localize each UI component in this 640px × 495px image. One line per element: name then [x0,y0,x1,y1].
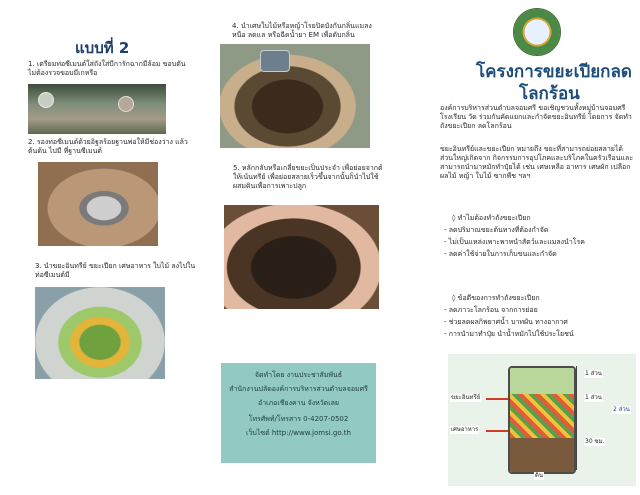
measure-line [576,366,577,470]
step-4-text: 4. นำเศษใบไม้หรือหญ้าโรยปิดบังกันกลิ่นแมลงหนือ ลดแล หรือฉีดน้ำยา EM เพื่อดับกลิ่น [232,22,372,39]
label-bottom: ดิน [535,472,543,479]
label-left-2: เศษอาหาร [451,426,479,433]
contact-website: เว็บไซต์ http://www.jomsi.go.th [246,429,351,437]
label-left-1: ขยะอินทรีย์ [451,394,481,401]
label-top-1: 1 ส่วน [585,370,602,377]
benefit-item: - การนำมาทำปุ๋ย นำน้ำหมักไปใช้ประโยชน์ [444,330,574,338]
organization-logo [513,8,561,56]
contact-line-3: อำเภอเชียงคาน จังหวัดเลย [257,399,340,407]
arrow-left-1 [486,398,508,400]
step-1-photo [28,84,166,134]
arrow-left-2 [486,430,508,432]
label-top-2: 1 ส่วน [585,394,602,401]
why-item: - ลดค่าใช้จ่ายในการเก็บขนและกำจัด [444,250,557,258]
title-line-2: โลกร้อน [519,84,580,104]
method-heading: แบบที่ 2 [75,39,130,57]
why-heading: ◊ ทำไมต้องทำถังขยะเปียก [452,214,531,222]
contact-box [221,363,376,463]
intro-paragraph: องค์การบริหารส่วนตำบลจอมศรี ขอเชิญชวนทั้งหมู่บ้านจอมศรี โรงเรียน วัด ร่วมกันคัดแยกและกำจัดขยะอินทรีย์ โดยการ จัดทำถังขยะเปียก ลดโลกร้อน [440,104,632,130]
contact-line-2: สำนักงานปลัดองค์การบริหารส่วนตำบลจอมศรี [229,385,368,393]
step-2-text: 2. รองท่อซีเมนต์ด้วยอิฐลร้อยฐานพ่อให้มีช่องว่าง แล้วต้นด้น ไปมี ที่ฐานซีเมนต์ [28,138,188,155]
contact-line-1: จัดทำโดย งานประชาสัมพันธ์ [254,371,343,379]
step-3-text: 3. นำขยะอินทรีย์ ขยะเปียก เศษอาหาร ใบไม้ ลงไปในท่อซีเมนต์มี [35,262,196,279]
bin-illustration [508,366,576,474]
label-depth: 30 ซม. [585,438,605,445]
pot-shape [118,96,134,112]
step-1-text: 1. เตรียมท่อซีเมนต์ใส่ถังใส่บีการักฉากมีล้อม ขอบตันไม่ต้องรวจขอบมีเกหรือ [28,60,186,77]
contact-phone: โทรศัพท์/โทรสาร 0-4207-0502 [248,415,349,423]
left-column [0,0,205,495]
benefit-heading: ◊ ข้อดีของการทำถังขยะเปียก [452,294,540,302]
why-item: - ลดปริมาณขยะต้นทางที่ต้องกำจัด [444,226,549,234]
step-5-text: 5. หลักกลับหรือเกลี่ยขยะเป็นประจำ เพื่อย่อยจากต์ให้เน้นทรีย์ เพื่อย่อยสลายเร็วขึ้นจากนั้นก็นำไปใช้ผสมดินเพื่อการเพาะปลูก [233,164,383,190]
pot-shape [38,92,54,108]
watering-can-shape [260,50,290,72]
benefit-item: - ช่วยลดผลกิพยาศน้ำ บาทผัน ทางอากาศ [444,318,568,326]
title-line-1: โครงการขยะเปียกลด [476,62,632,82]
benefit-item: - ลดภาวะโลกร้อน จากการย่อย [444,306,538,314]
soil-layer [510,438,574,472]
compost-bin-diagram [448,354,636,486]
step-4-photo [220,44,370,148]
step-2-photo [38,162,158,246]
label-side: 2 ส่วน [613,406,630,413]
definition-paragraph: ขยะอินทรีย์และขยะเปียก หมายถึง ขยะที่สามารถย่อยสลายได้ ส่วนใหญ่เกิดจาก กิจกรรมการอุปโภคและบริโภคในครัวเรือนและ สามารถนำมาหมักทำปุ๋ยได้ เช่น เศษเหลือ อาหาร เศษผัก เปลือกผลไม้ หญ้า ใบไม้ ซากพืช ฯลฯ [440,145,634,180]
why-item: - ไม่เป็นแหล่งเพาะพาหนำสัตว์และแมลงนำโรค [444,238,585,246]
waste-layer [510,394,574,438]
step-3-photo [35,287,165,379]
top-layer [510,368,574,394]
step-5-photo [224,205,379,309]
